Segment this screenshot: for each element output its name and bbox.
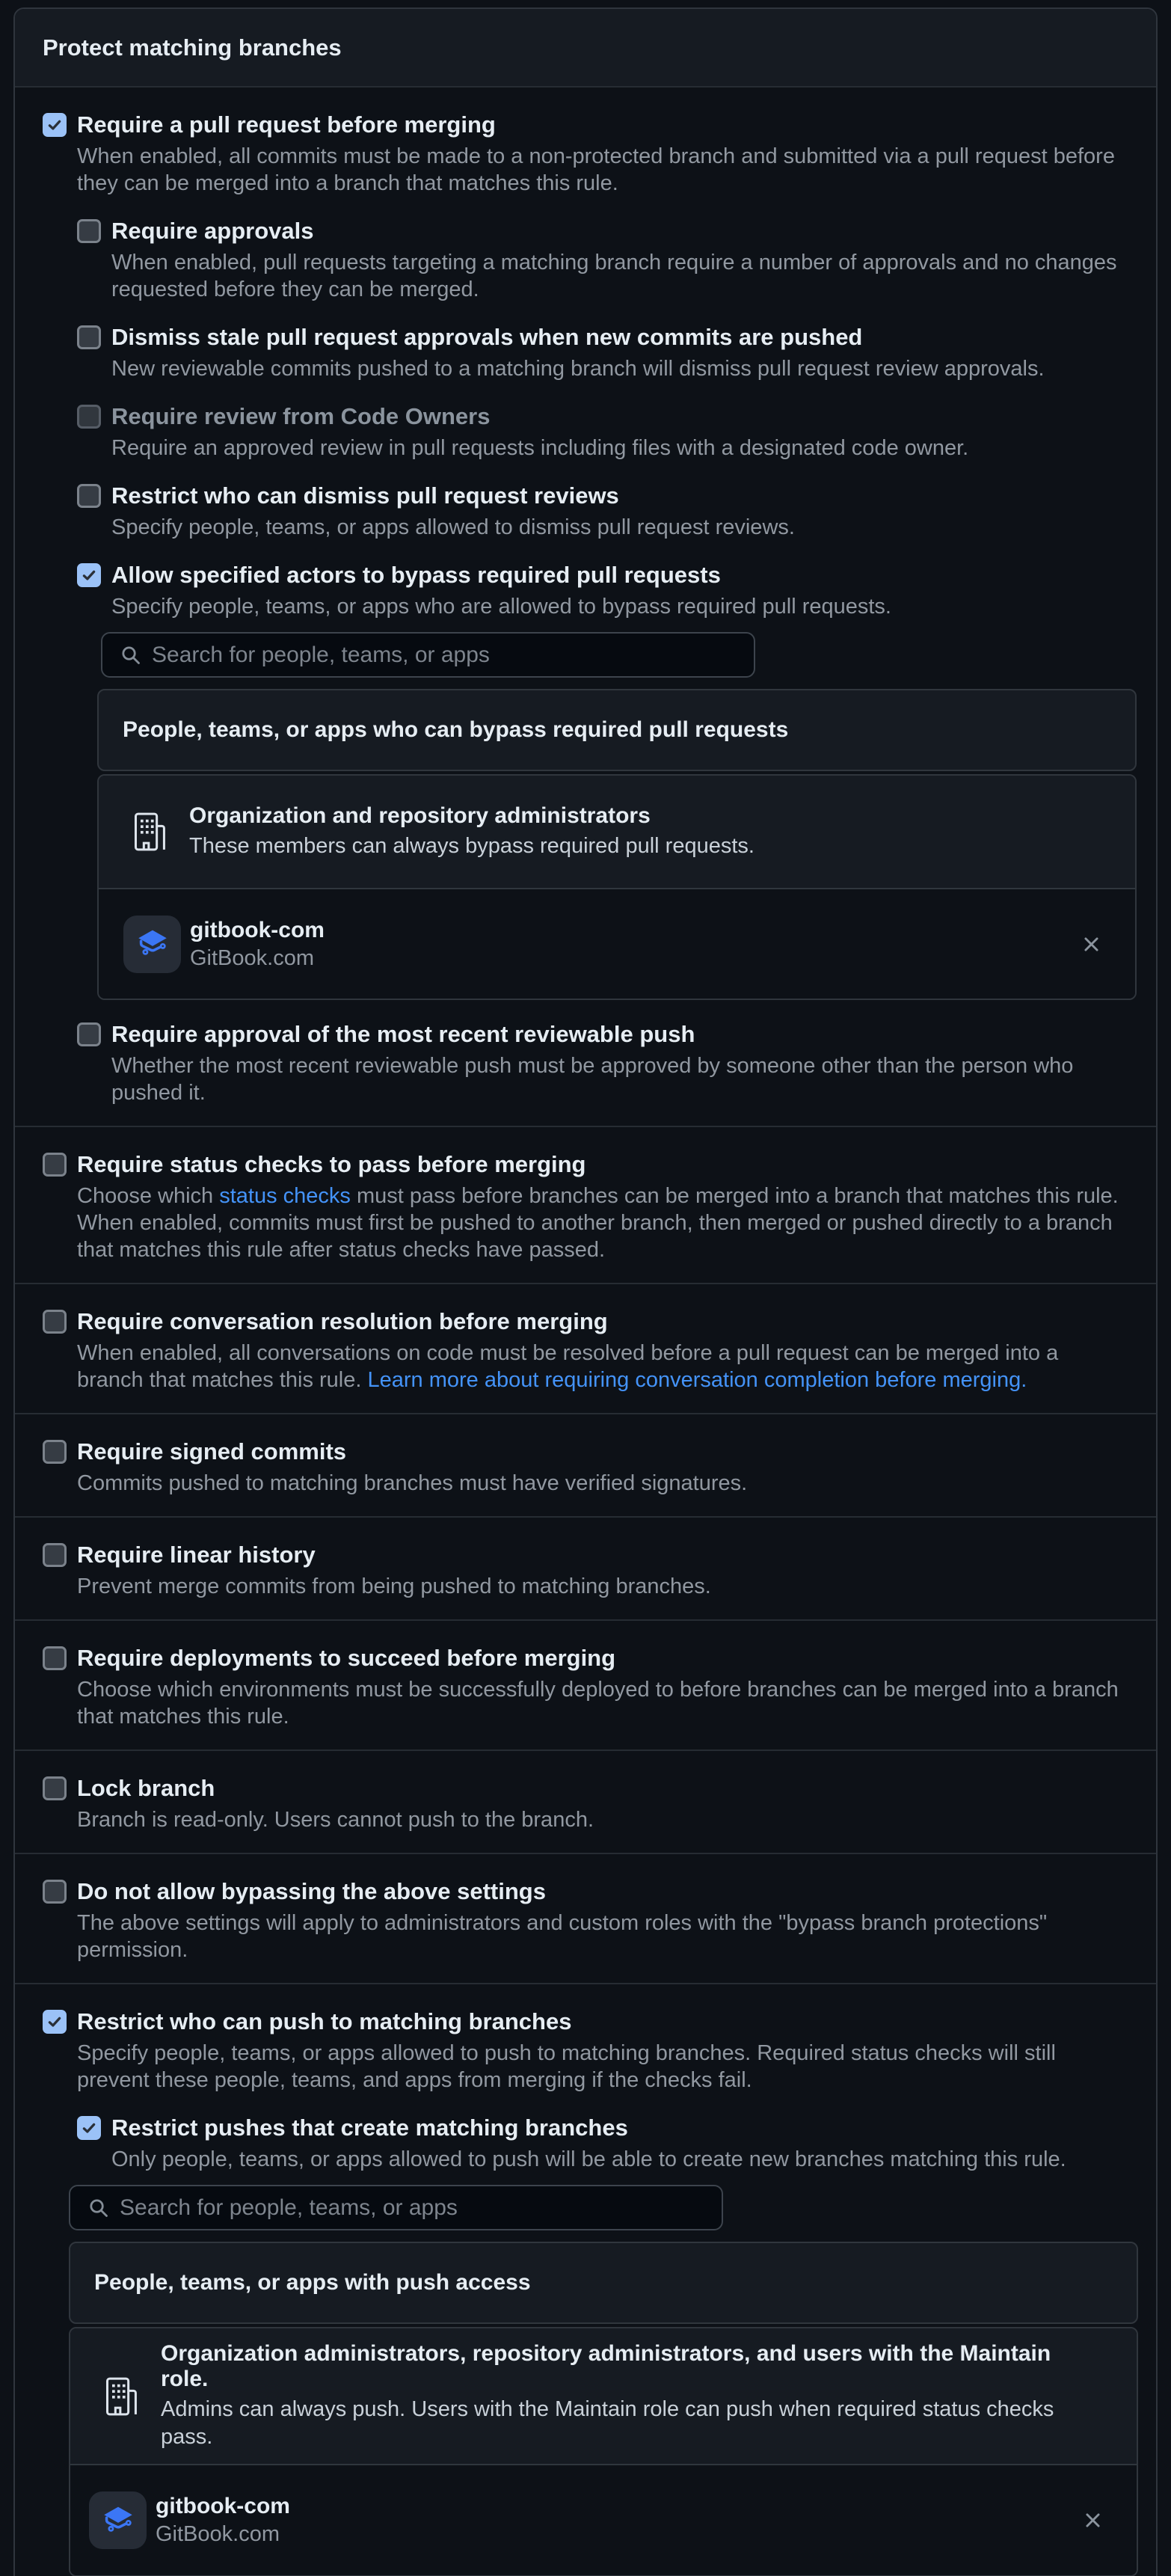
sub-rule-restrict-create — [77, 2115, 1126, 2173]
admins-title: Organization administrators, repository administrators, and users with the Maintain role. — [161, 2341, 1051, 2391]
card-header — [15, 9, 1156, 88]
push-panel-header: People, teams, or apps with push access — [69, 2242, 1138, 2324]
remove-bypass-app-button[interactable] — [1080, 933, 1102, 955]
rule-title: Require status checks to pass before merging — [77, 1151, 586, 1177]
rule-title: Restrict who can push to matching branches — [77, 2008, 572, 2034]
organization-icon — [131, 810, 170, 853]
rule-title: Do not allow bypassing the above settings — [77, 1878, 546, 1904]
desc-text: must pass before branches can be merged into a branch that matches this rule. When enabled, commits must first be pushed to another branch, then merged or pushed directly to a branch that matches this rule after status checks have passed. — [77, 1184, 1119, 1262]
rule-title: Require linear history — [77, 1542, 316, 1568]
checkbox-recent-push[interactable] — [77, 1022, 101, 1046]
sub-rule-recent-push — [77, 1021, 1126, 1106]
rule-desc: Commits pushed to matching branches must have verified signatures. — [77, 1471, 748, 1495]
checkbox-lock-branch[interactable] — [43, 1776, 67, 1800]
app-subtitle: GitBook.com — [190, 945, 314, 970]
rule-desc: The above settings will apply to administrators and custom roles with the "bypass branch protections" permission. — [77, 1911, 1048, 1962]
bypass-search-input[interactable] — [152, 643, 754, 668]
status-checks-link[interactable]: status checks — [219, 1184, 351, 1208]
rule-desc: Choose which environments must be successfully deployed to before branches can be merged into a branch that matches this rule. — [77, 1678, 1119, 1729]
check-icon — [81, 2120, 97, 2136]
section-no-bypass — [15, 1853, 1156, 1983]
rule-desc: When enabled, pull requests targeting a matching branch require a number of approvals and no changes requested before they can be merged. — [111, 251, 1117, 301]
sub-rule-approvals — [77, 218, 1126, 303]
gitbook-logo-icon — [99, 2502, 137, 2539]
section-signed-commits — [15, 1413, 1156, 1516]
section-status-checks — [15, 1126, 1156, 1283]
push-panel — [69, 2242, 1138, 2576]
rule-title: Restrict who can dismiss pull request reviews — [111, 482, 619, 509]
checkbox-signed-commits[interactable] — [43, 1440, 67, 1464]
checkbox-require-approvals[interactable] — [77, 219, 101, 243]
remove-push-app-button[interactable] — [1081, 2509, 1104, 2532]
rule-desc: Only people, teams, or apps allowed to push will be able to create new branches matching this rule. — [111, 2147, 1066, 2171]
rule-title: Require approval of the most recent reviewable push — [111, 1021, 695, 1047]
check-icon — [46, 2014, 63, 2030]
check-icon — [81, 567, 97, 583]
bypass-search — [101, 632, 755, 678]
sub-rule-dismiss-stale — [77, 324, 1126, 382]
checkbox-dismiss-stale[interactable] — [77, 325, 101, 349]
checkbox-status-checks[interactable] — [43, 1153, 67, 1177]
organization-icon — [102, 2375, 141, 2418]
rule-title: Dismiss stale pull request approvals when new commits are pushed — [111, 324, 863, 350]
rule-desc: Require an approved review in pull requests including files with a designated code owner. — [111, 436, 969, 460]
desc-text: Choose which — [77, 1184, 220, 1208]
checkbox-require-pull-request[interactable] — [43, 113, 67, 137]
rule-title: Lock branch — [77, 1775, 215, 1801]
checkbox-linear-history[interactable] — [43, 1543, 67, 1567]
app-name: gitbook-com — [156, 2494, 290, 2518]
rule-title: Restrict pushes that create matching branches — [111, 2115, 628, 2141]
rule-desc: Specify people, teams, or apps who are allowed to bypass required pull requests. — [111, 595, 891, 619]
section-conversation — [15, 1283, 1156, 1413]
page-title: Protect matching branches — [43, 34, 342, 61]
close-icon — [1081, 934, 1101, 954]
checkbox-code-owners[interactable] — [77, 405, 101, 429]
push-admins-row — [70, 2328, 1137, 2464]
close-icon — [1083, 2510, 1103, 2530]
checkbox-no-bypass[interactable] — [43, 1880, 67, 1904]
checkbox-restrict-dismiss[interactable] — [77, 484, 101, 508]
sub-rule-bypass-actors — [77, 562, 1126, 1000]
rule-title: Require conversation resolution before merging — [77, 1308, 608, 1334]
section-lock-branch — [15, 1749, 1156, 1853]
gitbook-logo-icon — [134, 925, 171, 963]
checkbox-deployments[interactable] — [43, 1646, 67, 1670]
checkbox-bypass-actors[interactable] — [77, 563, 101, 587]
rule-desc: When enabled, all commits must be made to a non-protected branch and submitted via a pull request before they can be merged into a branch that matches this rule. — [77, 144, 1115, 195]
sub-rule-code-owners — [77, 403, 1126, 461]
rule-desc: Branch is read-only. Users cannot push to the branch. — [77, 1808, 594, 1832]
conversation-learn-more-link[interactable]: Learn more about requiring conversation completion before merging. — [367, 1368, 1027, 1392]
section-pull-request — [15, 88, 1156, 1126]
rule-desc: Prevent merge commits from being pushed to matching branches. — [77, 1574, 711, 1598]
push-app-row — [70, 2464, 1137, 2575]
section-deployments — [15, 1619, 1156, 1749]
section-restrict-push — [15, 1983, 1156, 2576]
admins-title: Organization and repository administrators — [189, 803, 651, 828]
search-icon — [120, 645, 141, 666]
bypass-panel — [97, 689, 1137, 1000]
rule-desc: Specify people, teams, or apps allowed to push to matching branches. Required status checks will still prevent these people, teams, and apps from merging if the checks fail. — [77, 2041, 1056, 2092]
rule-title: Allow specified actors to bypass required pull requests — [111, 562, 721, 588]
rule-desc: Specify people, teams, or apps allowed to dismiss pull request reviews. — [111, 515, 795, 539]
rule-title: Require approvals — [111, 218, 314, 244]
sub-rule-restrict-dismiss — [77, 482, 1126, 541]
protect-branches-card — [13, 7, 1158, 2576]
gitbook-avatar — [123, 916, 181, 973]
bypass-app-row — [99, 888, 1135, 999]
checkbox-restrict-create[interactable] — [77, 2116, 101, 2140]
checkbox-conversation[interactable] — [43, 1310, 67, 1334]
section-linear-history — [15, 1516, 1156, 1619]
rule-title: Require signed commits — [77, 1438, 347, 1465]
bypass-panel-header: People, teams, or apps who can bypass required pull requests — [97, 689, 1137, 771]
check-icon — [46, 117, 63, 133]
rule-desc: New reviewable commits pushed to a matching branch will dismiss pull request review approvals. — [111, 357, 1045, 381]
rule-desc: Whether the most recent reviewable push must be approved by someone other than the person who pushed it. — [111, 1054, 1074, 1105]
app-name: gitbook-com — [190, 917, 325, 942]
rule-title: Require a pull request before merging — [77, 111, 496, 138]
push-search — [69, 2185, 723, 2230]
gitbook-avatar — [89, 2491, 147, 2549]
rule-title: Require review from Code Owners — [111, 403, 491, 429]
admins-desc: Admins can always push. Users with the Maintain role can push when required status checks pass. — [161, 2397, 1054, 2449]
rule-desc — [77, 1340, 1122, 1393]
search-icon — [88, 2198, 109, 2218]
app-subtitle: GitBook.com — [156, 2522, 280, 2546]
desc-text: When enabled, all conversations on code must be resolved before a pull request can be merged into a branch that matches this rule. — [77, 1341, 1059, 1392]
push-search-input[interactable] — [120, 2195, 722, 2221]
rule-title: Require deployments to succeed before merging — [77, 1645, 616, 1671]
admins-desc: These members can always bypass required pull requests. — [189, 834, 754, 858]
checkbox-restrict-push[interactable] — [43, 2010, 67, 2034]
rule-desc — [77, 1183, 1122, 1263]
bypass-admins-row — [99, 776, 1135, 888]
